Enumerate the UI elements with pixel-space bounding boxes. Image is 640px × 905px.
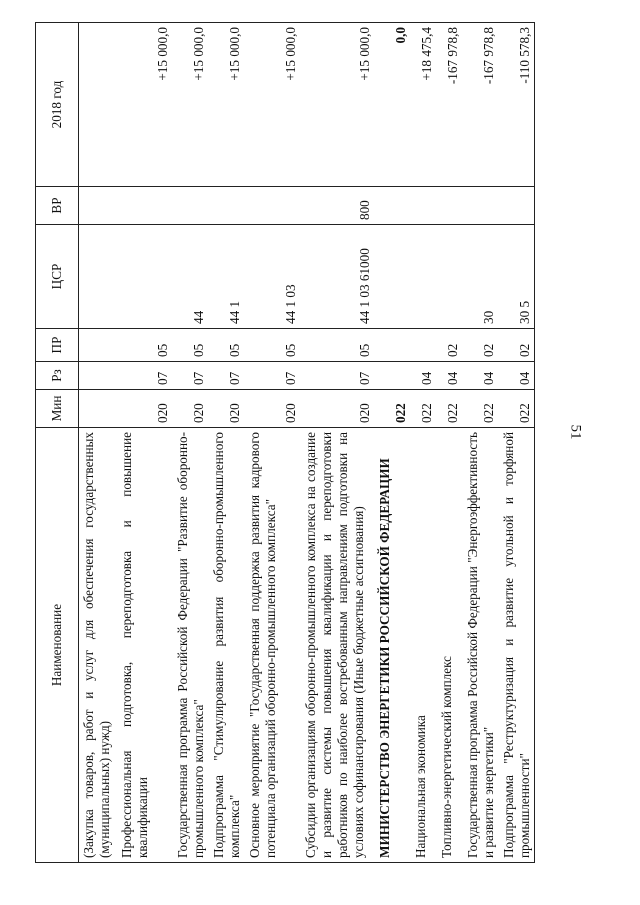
header-pr: ПР — [36, 329, 79, 362]
row-vr — [209, 187, 245, 225]
row-rz: 07 — [173, 362, 209, 390]
row-pr: 02 — [437, 329, 463, 362]
row-min: 020 — [301, 390, 375, 428]
row-name: Подпрограмма "Реструктуризация и развитие угольной и торфяной промышленности" — [499, 428, 535, 863]
row-rz: 04 — [499, 362, 535, 390]
budget-table-rotated — [35, 23, 590, 863]
row-rz: 07 — [117, 362, 173, 390]
row-name: Государственная программа Российской Федерации "Развитие оборонно-промышленного комплекса" — [173, 428, 209, 863]
row-name: Профессиональная подготовка, переподготовка и повышение квалификации — [117, 428, 173, 863]
row-rz — [375, 362, 411, 390]
header-year: 2018 год — [36, 23, 79, 187]
row-vr — [499, 187, 535, 225]
table-header-row — [36, 23, 79, 863]
row-min: 020 — [209, 390, 245, 428]
row-rz — [79, 362, 117, 390]
row-min: 022 — [411, 390, 437, 428]
row-vr — [437, 187, 463, 225]
header-vr: ВР — [36, 187, 79, 225]
row-csr — [437, 225, 463, 329]
row-rz: 07 — [301, 362, 375, 390]
row-name: Национальная экономика — [411, 428, 437, 863]
row-vr — [79, 187, 117, 225]
row-vr — [375, 187, 411, 225]
row-pr: 05 — [117, 329, 173, 362]
row-vr: 800 — [301, 187, 375, 225]
header-csr: ЦСР — [36, 225, 79, 329]
table-row — [463, 23, 499, 863]
row-name: Топливно-энергетический комплекс — [437, 428, 463, 863]
row-name: МИНИСТЕРСТВО ЭНЕРГЕТИКИ РОССИЙСКОЙ ФЕДЕРАЦИИ — [375, 428, 411, 863]
row-name: (Закупка товаров, работ и услуг для обеспечения государственных (муниципальных) нужд) — [79, 428, 117, 863]
row-amount: 0,0 — [375, 23, 411, 187]
table-row — [117, 23, 173, 863]
row-amount: +15 000,0 — [173, 23, 209, 187]
row-pr: 02 — [463, 329, 499, 362]
row-rz: 07 — [209, 362, 245, 390]
row-pr: 05 — [245, 329, 301, 362]
row-min: 022 — [437, 390, 463, 428]
row-name: Субсидии организациям оборонно-промышленного комплекса на создание и развитие системы повышения квалификации и переподготовки работников по наиболее востребованным направлениям подготовки на условиях софинансирования (Иные бюджетные ассигнования) — [301, 428, 375, 863]
row-pr — [79, 329, 117, 362]
row-rz: 04 — [411, 362, 437, 390]
row-min: 022 — [499, 390, 535, 428]
row-min: 020 — [117, 390, 173, 428]
row-vr — [245, 187, 301, 225]
table-row — [499, 23, 535, 863]
row-amount: +15 000,0 — [245, 23, 301, 187]
row-min — [79, 390, 117, 428]
row-amount: -167 978,8 — [437, 23, 463, 187]
row-vr — [411, 187, 437, 225]
row-pr: 05 — [173, 329, 209, 362]
table-row — [245, 23, 301, 863]
row-min: 022 — [463, 390, 499, 428]
row-csr — [79, 225, 117, 329]
table-row — [79, 23, 117, 863]
row-rz: 04 — [463, 362, 499, 390]
table-row — [173, 23, 209, 863]
row-csr: 44 1 03 — [245, 225, 301, 329]
budget-table — [35, 22, 535, 863]
row-vr — [173, 187, 209, 225]
row-min: 022 — [375, 390, 411, 428]
row-csr — [117, 225, 173, 329]
table-row — [301, 23, 375, 863]
row-min: 020 — [173, 390, 209, 428]
header-name: Наименование — [36, 428, 79, 863]
row-amount: -167 978,8 — [463, 23, 499, 187]
row-csr: 30 5 — [499, 225, 535, 329]
budget-table-frame — [35, 23, 590, 863]
row-min: 020 — [245, 390, 301, 428]
row-amount: -110 578,3 — [499, 23, 535, 187]
row-vr — [463, 187, 499, 225]
row-amount: +15 000,0 — [301, 23, 375, 187]
table-row — [209, 23, 245, 863]
page-number: 51 — [567, 424, 584, 440]
row-pr: 05 — [209, 329, 245, 362]
row-name: Государственная программа Российской Федерации "Энергоэффективность и развитие энергетики" — [463, 428, 499, 863]
row-amount: +18 475,4 — [411, 23, 437, 187]
row-pr — [411, 329, 437, 362]
table-row — [375, 23, 411, 863]
row-amount: +15 000,0 — [117, 23, 173, 187]
row-pr — [375, 329, 411, 362]
row-csr: 44 — [173, 225, 209, 329]
row-amount: +15 000,0 — [209, 23, 245, 187]
row-pr: 05 — [301, 329, 375, 362]
header-rz: Рз — [36, 362, 79, 390]
header-min: Мин — [36, 390, 79, 428]
row-csr — [411, 225, 437, 329]
row-name: Основное мероприятие "Государственная поддержка развития кадрового потенциала организаций оборонно-промышленного комплекса" — [245, 428, 301, 863]
row-csr: 30 — [463, 225, 499, 329]
row-csr: 44 1 — [209, 225, 245, 329]
row-name: Подпрограмма "Стимулирование развития оборонно-промышленного комплекса" — [209, 428, 245, 863]
row-csr — [375, 225, 411, 329]
row-pr: 02 — [499, 329, 535, 362]
row-csr: 44 1 03 61000 — [301, 225, 375, 329]
table-row — [437, 23, 463, 863]
row-rz: 04 — [437, 362, 463, 390]
row-rz: 07 — [245, 362, 301, 390]
table-row — [411, 23, 437, 863]
row-amount — [79, 23, 117, 187]
row-vr — [117, 187, 173, 225]
